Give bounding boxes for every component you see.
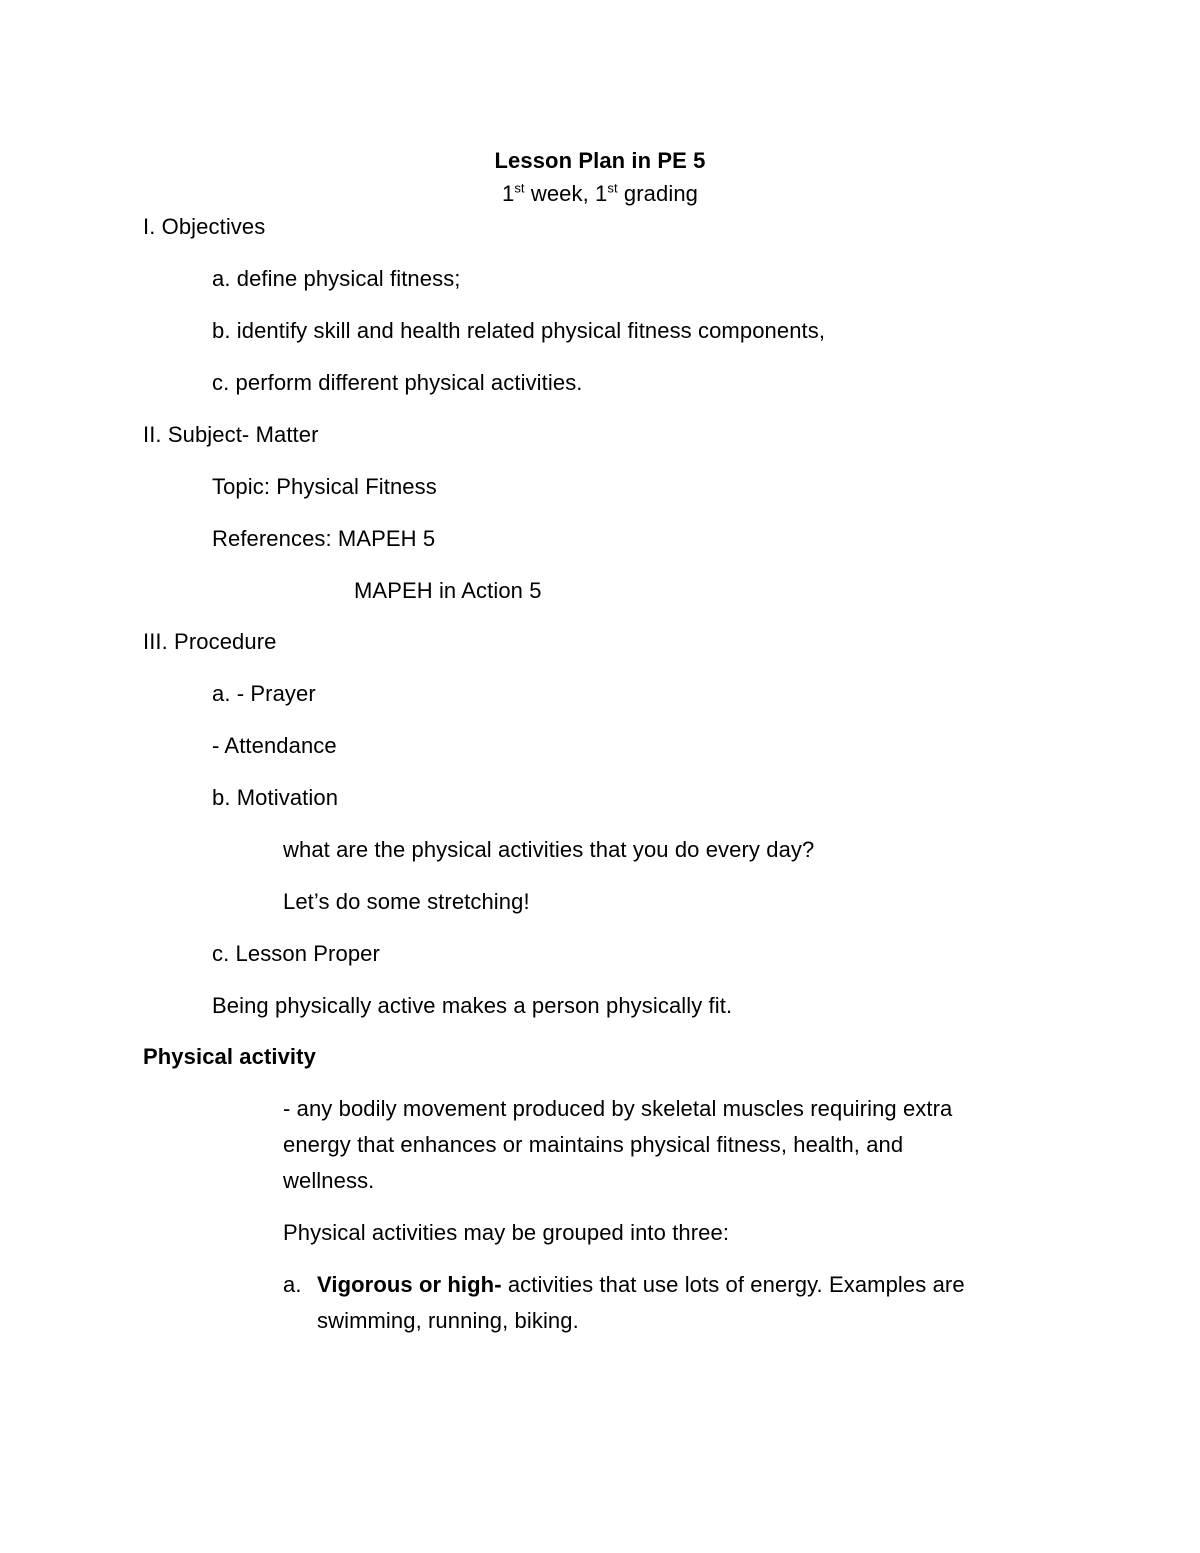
subject-matter-heading: II. Subject- Matter — [143, 422, 319, 447]
objective-item: c. perform different physical activities. — [212, 370, 583, 395]
procedure-prayer: a. - Prayer — [212, 681, 316, 706]
procedure-motivation: b. Motivation — [212, 785, 339, 810]
document-title: Lesson Plan in PE 5 — [494, 148, 706, 173]
definition-line-3: wellness. — [283, 1168, 375, 1193]
objectives-heading: I. Objectives — [143, 214, 266, 239]
grading-label: grading — [617, 181, 699, 206]
week-number: 1 — [501, 181, 515, 206]
week-label: week, — [524, 181, 596, 206]
procedure-lesson-proper: c. Lesson Proper — [212, 941, 380, 966]
grading-ordinal: st — [607, 180, 618, 196]
procedure-heading: III. Procedure — [143, 629, 277, 654]
grading-number: 1 — [595, 181, 608, 206]
vigorous-label: Vigorous or high- — [317, 1272, 502, 1297]
grouping-intro: Physical activities may be grouped into three: — [283, 1220, 730, 1245]
week-ordinal: st — [514, 180, 525, 196]
motivation-stretching: Let’s do some stretching! — [283, 889, 530, 914]
references-line-2: MAPEH in Action 5 — [354, 578, 542, 603]
references-line: References: MAPEH 5 — [212, 526, 436, 551]
topic-line: Topic: Physical Fitness — [212, 474, 437, 499]
objective-item: b. identify skill and health related physical fitness components, — [212, 318, 826, 343]
vigorous-description: activities that use lots of energy. Examples are — [501, 1272, 965, 1297]
physical-activity-heading: Physical activity — [143, 1044, 316, 1069]
motivation-question: what are the physical activities that you do every day? — [283, 837, 815, 862]
objective-item: a. define physical fitness; — [212, 266, 461, 291]
vigorous-examples: swimming, running, biking. — [317, 1308, 579, 1333]
list-item-vigorous — [317, 1270, 965, 1300]
lesson-proper-text: Being physically active makes a person physically fit. — [212, 993, 733, 1018]
list-item-marker: a. — [283, 1272, 302, 1297]
definition-line-1: - any bodily movement produced by skeletal muscles requiring extra — [283, 1096, 953, 1121]
definition-line-2: energy that enhances or maintains physical fitness, health, and — [283, 1132, 904, 1157]
document-subtitle — [0, 179, 1200, 209]
procedure-attendance: - Attendance — [212, 733, 337, 758]
